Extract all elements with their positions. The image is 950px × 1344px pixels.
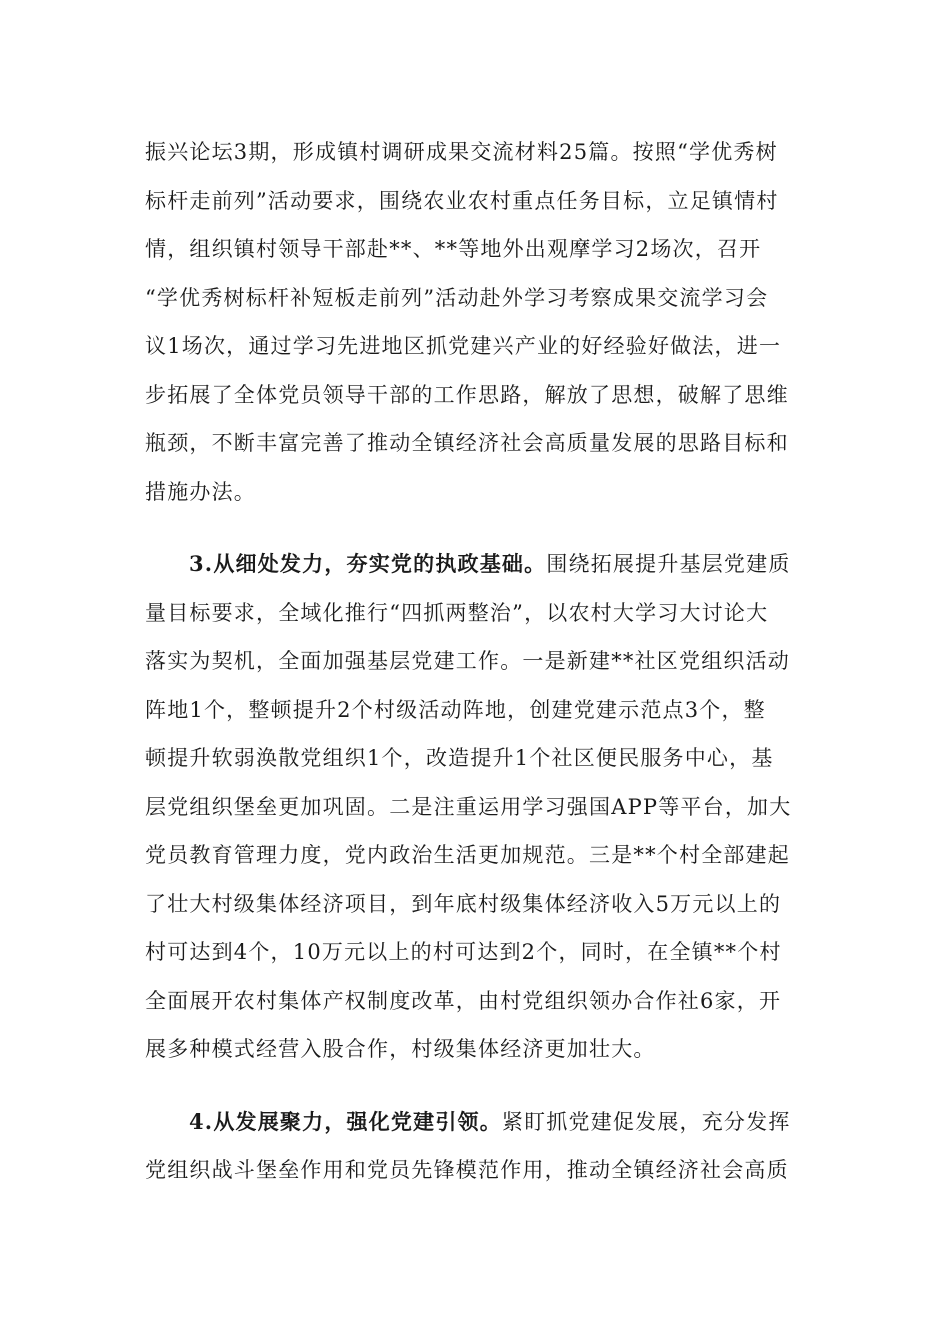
document-page (145, 128, 805, 1195)
text-line: 落实为契机，全面加强基层党建工作。一是新建**社区党组织活动 (145, 649, 790, 673)
paragraph-1 (145, 128, 805, 516)
text-line: 振兴论坛3期，形成镇村调研成果交流材料25篇。按照“学优秀树 (145, 140, 778, 164)
text-line: 展多种模式经营入股合作，村级集体经济更加壮大。 (145, 1037, 656, 1061)
paragraph-spacer (145, 516, 805, 540)
paragraph-3 (145, 1098, 805, 1195)
text-line: 情，组织镇村领导干部赴**、**等地外出观摩学习2场次，召开 (145, 237, 762, 261)
text-line-first (145, 1098, 805, 1147)
text-line-first (145, 540, 805, 589)
text-line: 村可达到4个，10万元以上的村可达到2个，同时，在全镇**个村 (145, 940, 782, 964)
paragraph-2 (145, 540, 805, 1074)
text-line: 阵地1个，整顿提升2个村级活动阵地，创建党建示范点3个，整 (145, 697, 766, 722)
paragraph-spacer (145, 1074, 805, 1098)
text-line: 全面展开农村集体产权制度改革，由村党组织领办合作社6家，开 (145, 988, 782, 1013)
section-heading-3: 3.从细处发力，夯实党的执政基础。 (189, 551, 547, 576)
text-line: 标杆走前列”活动要求，围绕农业农村重点任务目标，立足镇情村 (145, 188, 779, 213)
text-line: 党组织战斗堡垒作用和党员先锋模范作用，推动全镇经济社会高质 (145, 1158, 789, 1182)
text-run: 紧盯抓党建促发展，充分发挥 (501, 1109, 791, 1134)
text-line: “学优秀树标杆补短板走前列”活动赴外学习考察成果交流学习会 (145, 285, 769, 310)
text-line: 议1场次，通过学习先进地区抓党建兴产业的好经验好做法，进一 (145, 334, 782, 358)
text-line: 层党组织堡垒更加巩固。二是注重运用学习强国APP等平台，加大 (145, 794, 792, 819)
section-heading-4: 4.从发展聚力，强化党建引领。 (189, 1108, 502, 1134)
text-line: 措施办法。 (145, 479, 256, 504)
text-run: 围绕拓展提升基层党建质 (546, 552, 791, 576)
text-line: 步拓展了全体党员领导干部的工作思路，解放了思想，破解了思维 (145, 382, 789, 407)
text-line: 顿提升软弱涣散党组织1个，改造提升1个社区便民服务中心，基 (145, 746, 774, 770)
text-line: 量目标要求，全域化推行“四抓两整治”，以农村大学习大讨论大 (145, 600, 769, 625)
text-line: 了壮大村级集体经济项目，到年底村级集体经济收入5万元以上的 (145, 891, 782, 916)
text-line: 党员教育管理力度，党内政治生活更加规范。三是**个村全部建起 (145, 843, 790, 867)
text-line: 瓶颈，不断丰富完善了推动全镇经济社会高质量发展的思路目标和 (145, 431, 789, 455)
